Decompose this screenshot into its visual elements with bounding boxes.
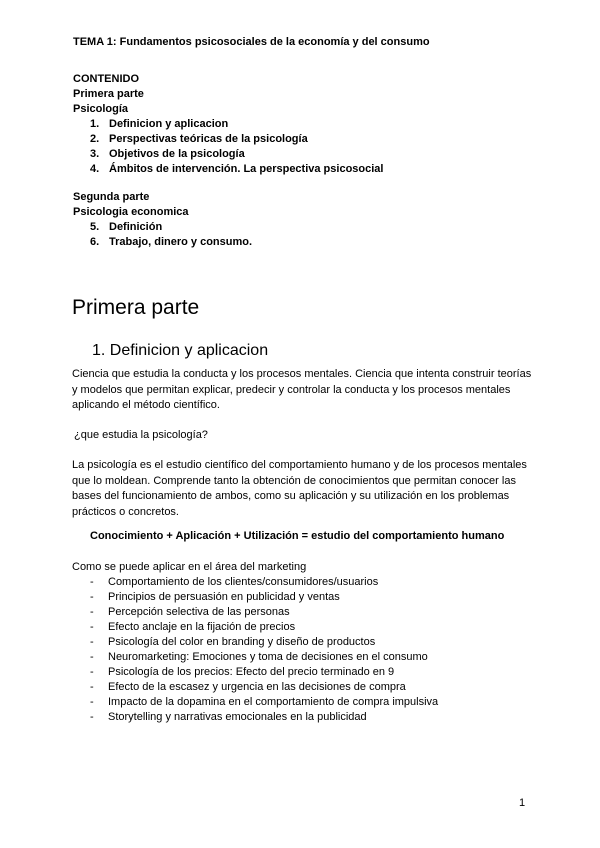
bullet-dash: - xyxy=(90,711,94,723)
list-item-text: Comportamiento de los clientes/consumidores/usuarios xyxy=(108,576,379,588)
list-item xyxy=(72,650,438,665)
toc-item-number: 6. xyxy=(90,236,100,248)
list-item-text: Psicología de los precios: Efecto del precio terminado en 9 xyxy=(108,666,395,678)
bullet-dash: - xyxy=(90,696,94,708)
toc-item xyxy=(73,147,383,162)
list-item xyxy=(72,680,438,695)
list-item-text: Storytelling y narrativas emocionales en la publicidad xyxy=(108,711,367,723)
list-item xyxy=(72,590,438,605)
toc-item xyxy=(73,132,383,147)
toc-heading: CONTENIDO xyxy=(73,73,139,85)
list-item-text: Neuromarketing: Emociones y toma de decisiones en el consumo xyxy=(108,651,428,663)
list-item xyxy=(72,710,438,725)
bullet-dash: - xyxy=(90,591,94,603)
list-item-text: Psicología del color en branding y diseño de productos xyxy=(108,636,376,648)
document-title: TEMA 1: Fundamentos psicosociales de la economía y del consumo xyxy=(73,36,430,48)
formula-line: Conocimiento + Aplicación + Utilización = estudio del comportamiento humano xyxy=(90,530,505,542)
toc-item-number: 3. xyxy=(90,148,100,160)
definition-paragraph: Ciencia que estudia la conducta y los procesos mentales. Ciencia que intenta construir teorías y modelos que permitan explicar, predecir y controlar la conducta y los procesos mentales aplicando el método científico. xyxy=(72,368,532,411)
bullet-dash: - xyxy=(90,651,94,663)
toc-item-text: Objetivos de la psicología xyxy=(109,148,245,160)
toc-item xyxy=(73,162,383,177)
table-of-contents-first xyxy=(73,72,383,177)
list-item-text: Efecto de la escasez y urgencia en las decisiones de compra xyxy=(108,681,406,693)
list-item-text: Percepción selectiva de las personas xyxy=(108,606,290,618)
list-item-text: Efecto anclaje en la fijación de precios xyxy=(108,621,296,633)
list-item xyxy=(72,575,438,590)
toc-item xyxy=(73,220,252,235)
bullet-dash: - xyxy=(90,606,94,618)
toc-item xyxy=(73,235,252,250)
list-item xyxy=(72,635,438,650)
toc-second-part-label: Segunda parte xyxy=(73,191,150,203)
list-item xyxy=(72,665,438,680)
toc-item-text: Perspectivas teóricas de la psicología xyxy=(109,133,308,145)
section-subheading: 1. Definicion y aplicacion xyxy=(92,342,269,359)
list-item xyxy=(72,620,438,635)
explanation-paragraph: La psicología es el estudio científico del comportamiento humano y de los procesos mentales que lo moldean. Comprende tanto la obtención de conocimientos que permitan conocer las bases del funcionamiento de ambos, como su aplicación y su utilización en los problemas prácticos o concretos. xyxy=(72,459,527,518)
toc-second-part-subject: Psicologia economica xyxy=(73,206,189,218)
bullet-dash: - xyxy=(90,636,94,648)
list-item-text: Impacto de la dopamina en el comportamiento de compra impulsiva xyxy=(108,696,439,708)
toc-item-text: Definición xyxy=(109,221,163,233)
toc-item xyxy=(73,117,383,132)
toc-item-number: 2. xyxy=(90,133,100,145)
toc-item-number: 1. xyxy=(90,118,100,130)
page-number: 1 xyxy=(519,797,526,809)
toc-second-part-list xyxy=(73,220,252,250)
toc-item-text: Trabajo, dinero y consumo. xyxy=(109,236,253,248)
bullet-dash: - xyxy=(90,621,94,633)
section-heading: Primera parte xyxy=(72,296,200,319)
bullet-dash: - xyxy=(90,576,94,588)
list-item xyxy=(72,695,438,710)
toc-item-text: Ámbitos de intervención. La perspectiva psicosocial xyxy=(109,163,384,175)
marketing-list xyxy=(72,575,438,725)
toc-item-text: Definicion y aplicacion xyxy=(109,118,229,130)
list-item-text: Principios de persuasión en publicidad y ventas xyxy=(108,591,340,603)
bullet-dash: - xyxy=(90,681,94,693)
table-of-contents-second xyxy=(73,190,252,250)
list-item xyxy=(72,605,438,620)
question-line: ¿que estudia la psicología? xyxy=(74,429,208,441)
toc-first-part-list xyxy=(73,117,383,177)
toc-item-number: 4. xyxy=(90,163,100,175)
marketing-intro: Como se puede aplicar en el área del marketing xyxy=(72,561,307,573)
toc-item-number: 5. xyxy=(90,221,100,233)
toc-first-part-label: Primera parte xyxy=(73,88,144,100)
bullet-dash: - xyxy=(90,666,94,678)
toc-first-part-subject: Psicología xyxy=(73,103,129,115)
